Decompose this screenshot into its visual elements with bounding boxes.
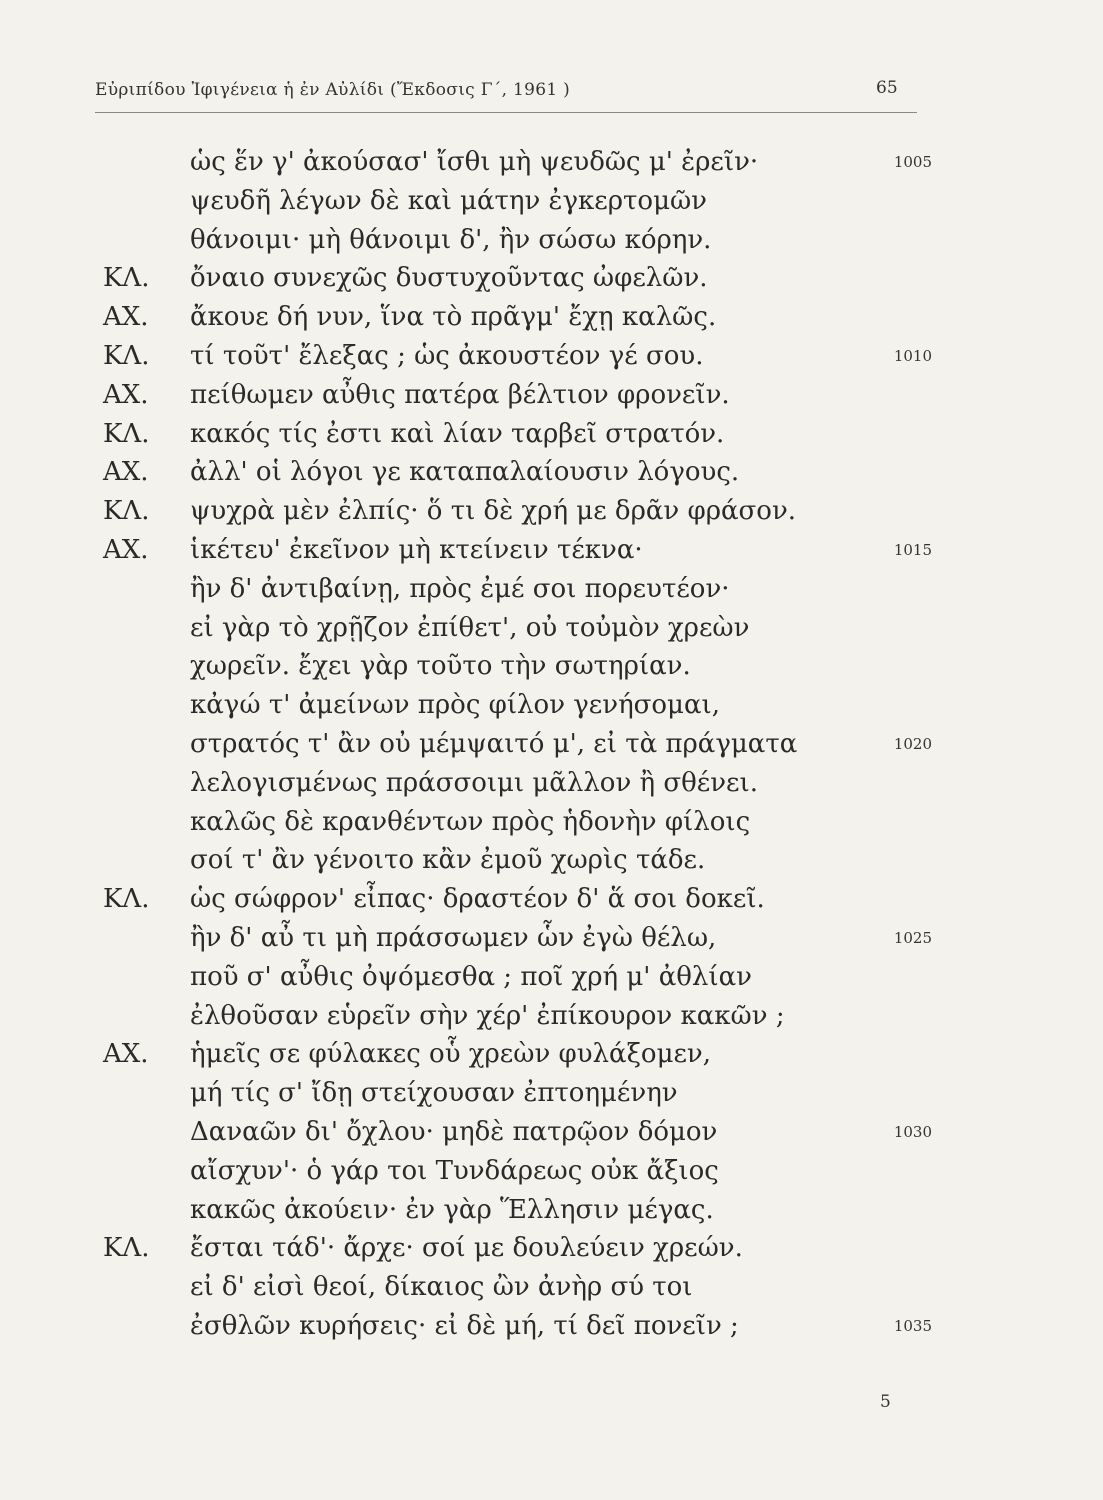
- verse-line: [0, 1035, 1103, 1073]
- speaker-label: ΚΛ.: [103, 341, 150, 371]
- verse-line: [0, 298, 1103, 336]
- verse-line: [0, 182, 1103, 220]
- verse-text: ἢν δ' αὖ τι μὴ πράσσωμεν ὧν ἐγὼ θέλω,: [190, 923, 717, 953]
- line-number: 1025: [893, 929, 932, 947]
- verse-text: κἀγώ τ' ἀμείνων πρὸς φίλον γενήσομαι,: [190, 690, 720, 721]
- verse-text: ψευδῆ λέγων δὲ καὶ μάτην ἐγκερτομῶν: [190, 185, 707, 216]
- verse-text: καλῶς δὲ κρανθέντων πρὸς ἡδονὴν φίλοις: [190, 806, 751, 837]
- line-number: 1010: [893, 347, 932, 365]
- verse-line: [0, 1113, 1103, 1151]
- verse-text: ὄναιο συνεχῶς δυστυχοῦντας ὠφελῶν.: [190, 263, 708, 294]
- speaker-label: ΚΛ.: [103, 496, 150, 527]
- verse-line: [0, 259, 1103, 297]
- verse-line: [0, 880, 1103, 918]
- verse-text: Δαναῶν δι' ὄχλου· μηδὲ πατρῷον δόμον: [190, 1117, 718, 1147]
- verse-text: ἐσθλῶν κυρήσεις· εἰ δὲ μή, τί δεῖ πονεῖν ;: [190, 1311, 739, 1341]
- verse-line: [0, 997, 1103, 1035]
- line-number: 1005: [893, 153, 932, 171]
- verse-line: [0, 1268, 1103, 1306]
- verse-text: ὡς σώφρον' εἶπας· δραστέον δ' ἅ σοι δοκεῖ.: [190, 884, 765, 915]
- verse-text: στρατός τ' ἂν οὐ μέμψαιτό μ', εἰ τὰ πράγματα: [190, 729, 798, 759]
- verse-line: [0, 803, 1103, 841]
- verse-text: ἢν δ' ἀντιβαίνῃ, πρὸς ἐμέ σοι πορευτέον·: [190, 573, 730, 604]
- speaker-label: ΑΧ.: [103, 302, 149, 333]
- speaker-label: ΑΧ.: [103, 379, 149, 410]
- verse-line: [0, 531, 1103, 569]
- verse-text: ποῦ σ' αὖθις ὀψόμεσθα ; ποῖ χρή μ' ἀθλίαν: [190, 961, 752, 992]
- line-number: 1035: [893, 1317, 932, 1335]
- verse-text: μή τίς σ' ἴδῃ στείχουσαν ἐπτοημένην: [190, 1078, 678, 1109]
- verse-line: [0, 725, 1103, 763]
- line-number: 1020: [893, 735, 932, 753]
- line-number: 1015: [893, 541, 932, 559]
- verse-text: ψυχρὰ μὲν ἐλπίς· ὅ τι δὲ χρή με δρᾶν φράσον.: [190, 496, 797, 527]
- speaker-label: ΚΛ.: [103, 263, 150, 294]
- verse-text: κακῶς ἀκούειν· ἐν γὰρ Ἕλλησιν μέγας.: [190, 1194, 714, 1225]
- running-header-title: Εὐριπίδου Ἰφιγένεια ἡ ἐν Αὐλίδι (Ἔκδοσις Γ΄, 1961 ): [95, 80, 571, 100]
- verse-line: [0, 221, 1103, 259]
- verse-line: [0, 919, 1103, 957]
- header-rule: [95, 112, 917, 113]
- verse-text: ἐλθοῦσαν εὑρεῖν σὴν χέρ' ἐπίκουρον κακῶν ;: [190, 1000, 785, 1031]
- verse-text: ἱκέτευ' ἐκεῖνον μὴ κτείνειν τέκνα·: [190, 535, 643, 565]
- verse-text: ἄκουε δή νυν, ἵνα τὸ πρᾶγμ' ἔχῃ καλῶς.: [190, 302, 717, 333]
- verse-line: [0, 376, 1103, 414]
- verse-text: εἰ δ' εἰσὶ θεοί, δίκαιος ὢν ἀνὴρ σύ τοι: [190, 1272, 693, 1303]
- verse-line: [0, 415, 1103, 453]
- verse-text: εἰ γὰρ τὸ χρῇζον ἐπίθετ', οὐ τοὐμὸν χρεὼν: [190, 612, 750, 643]
- verse-line: [0, 1152, 1103, 1190]
- verse-line: [0, 143, 1103, 181]
- verse-line: [0, 1307, 1103, 1345]
- verse-text: τί τοῦτ' ἔλεξας ; ὡς ἀκουστέον γέ σου.: [190, 341, 704, 371]
- verse-line: [0, 958, 1103, 996]
- verse-line: [0, 686, 1103, 724]
- verse-line: [0, 1229, 1103, 1267]
- verse-text: κακός τίς ἐστι καὶ λίαν ταρβεῖ στρατόν.: [190, 418, 725, 449]
- verse-text: χωρεῖν. ἔχει γὰρ τοῦτο τὴν σωτηρίαν.: [190, 651, 691, 682]
- verse-text: σοί τ' ἂν γένοιτο κἂν ἐμοῦ χωρὶς τάδε.: [190, 845, 706, 876]
- verse-text: λελογισμένως πράσσοιμι μᾶλλον ἢ σθένει.: [190, 767, 758, 798]
- verse-line: [0, 647, 1103, 685]
- verse-line: [0, 492, 1103, 530]
- verse-line: [0, 1074, 1103, 1112]
- speaker-label: ΑΧ.: [103, 535, 149, 565]
- line-number: 1030: [893, 1123, 932, 1141]
- verse-text: ὡς ἕν γ' ἀκούσασ' ἴσθι μὴ ψευδῶς μ' ἐρεῖν·: [190, 147, 759, 177]
- verse-text: ἔσται τάδ'· ἄρχε· σοί με δουλεύειν χρεών.: [190, 1233, 743, 1264]
- speaker-label: ΑΧ.: [103, 457, 149, 488]
- verse-text: ἀλλ' οἱ λόγοι γε καταπαλαίουσιν λόγους.: [190, 457, 740, 488]
- signature-mark: 5: [880, 1392, 891, 1412]
- verse-line: [0, 841, 1103, 879]
- verse-line: [0, 337, 1103, 375]
- verse-text: θάνοιμι· μὴ θάνοιμι δ', ἢν σώσω κόρην.: [190, 224, 712, 255]
- verse-line: [0, 764, 1103, 802]
- verse-line: [0, 1191, 1103, 1229]
- verse-line: [0, 453, 1103, 491]
- verse-text: αἴσχυν'· ὁ γάρ τοι Τυνδάρεως οὐκ ἄξιος: [190, 1155, 719, 1186]
- verse-text: πείθωμεν αὖθις πατέρα βέλτιον φρονεῖν.: [190, 379, 730, 410]
- verse-line: [0, 570, 1103, 608]
- speaker-label: ΚΛ.: [103, 1233, 150, 1264]
- verse-line: [0, 609, 1103, 647]
- speaker-label: ΚΛ.: [103, 884, 150, 915]
- speaker-label: ΚΛ.: [103, 418, 150, 449]
- page-number: 65: [876, 78, 898, 98]
- speaker-label: ΑΧ.: [103, 1039, 149, 1070]
- verse-text: ἡμεῖς σε φύλακες οὗ χρεὼν φυλάξομεν,: [190, 1039, 712, 1070]
